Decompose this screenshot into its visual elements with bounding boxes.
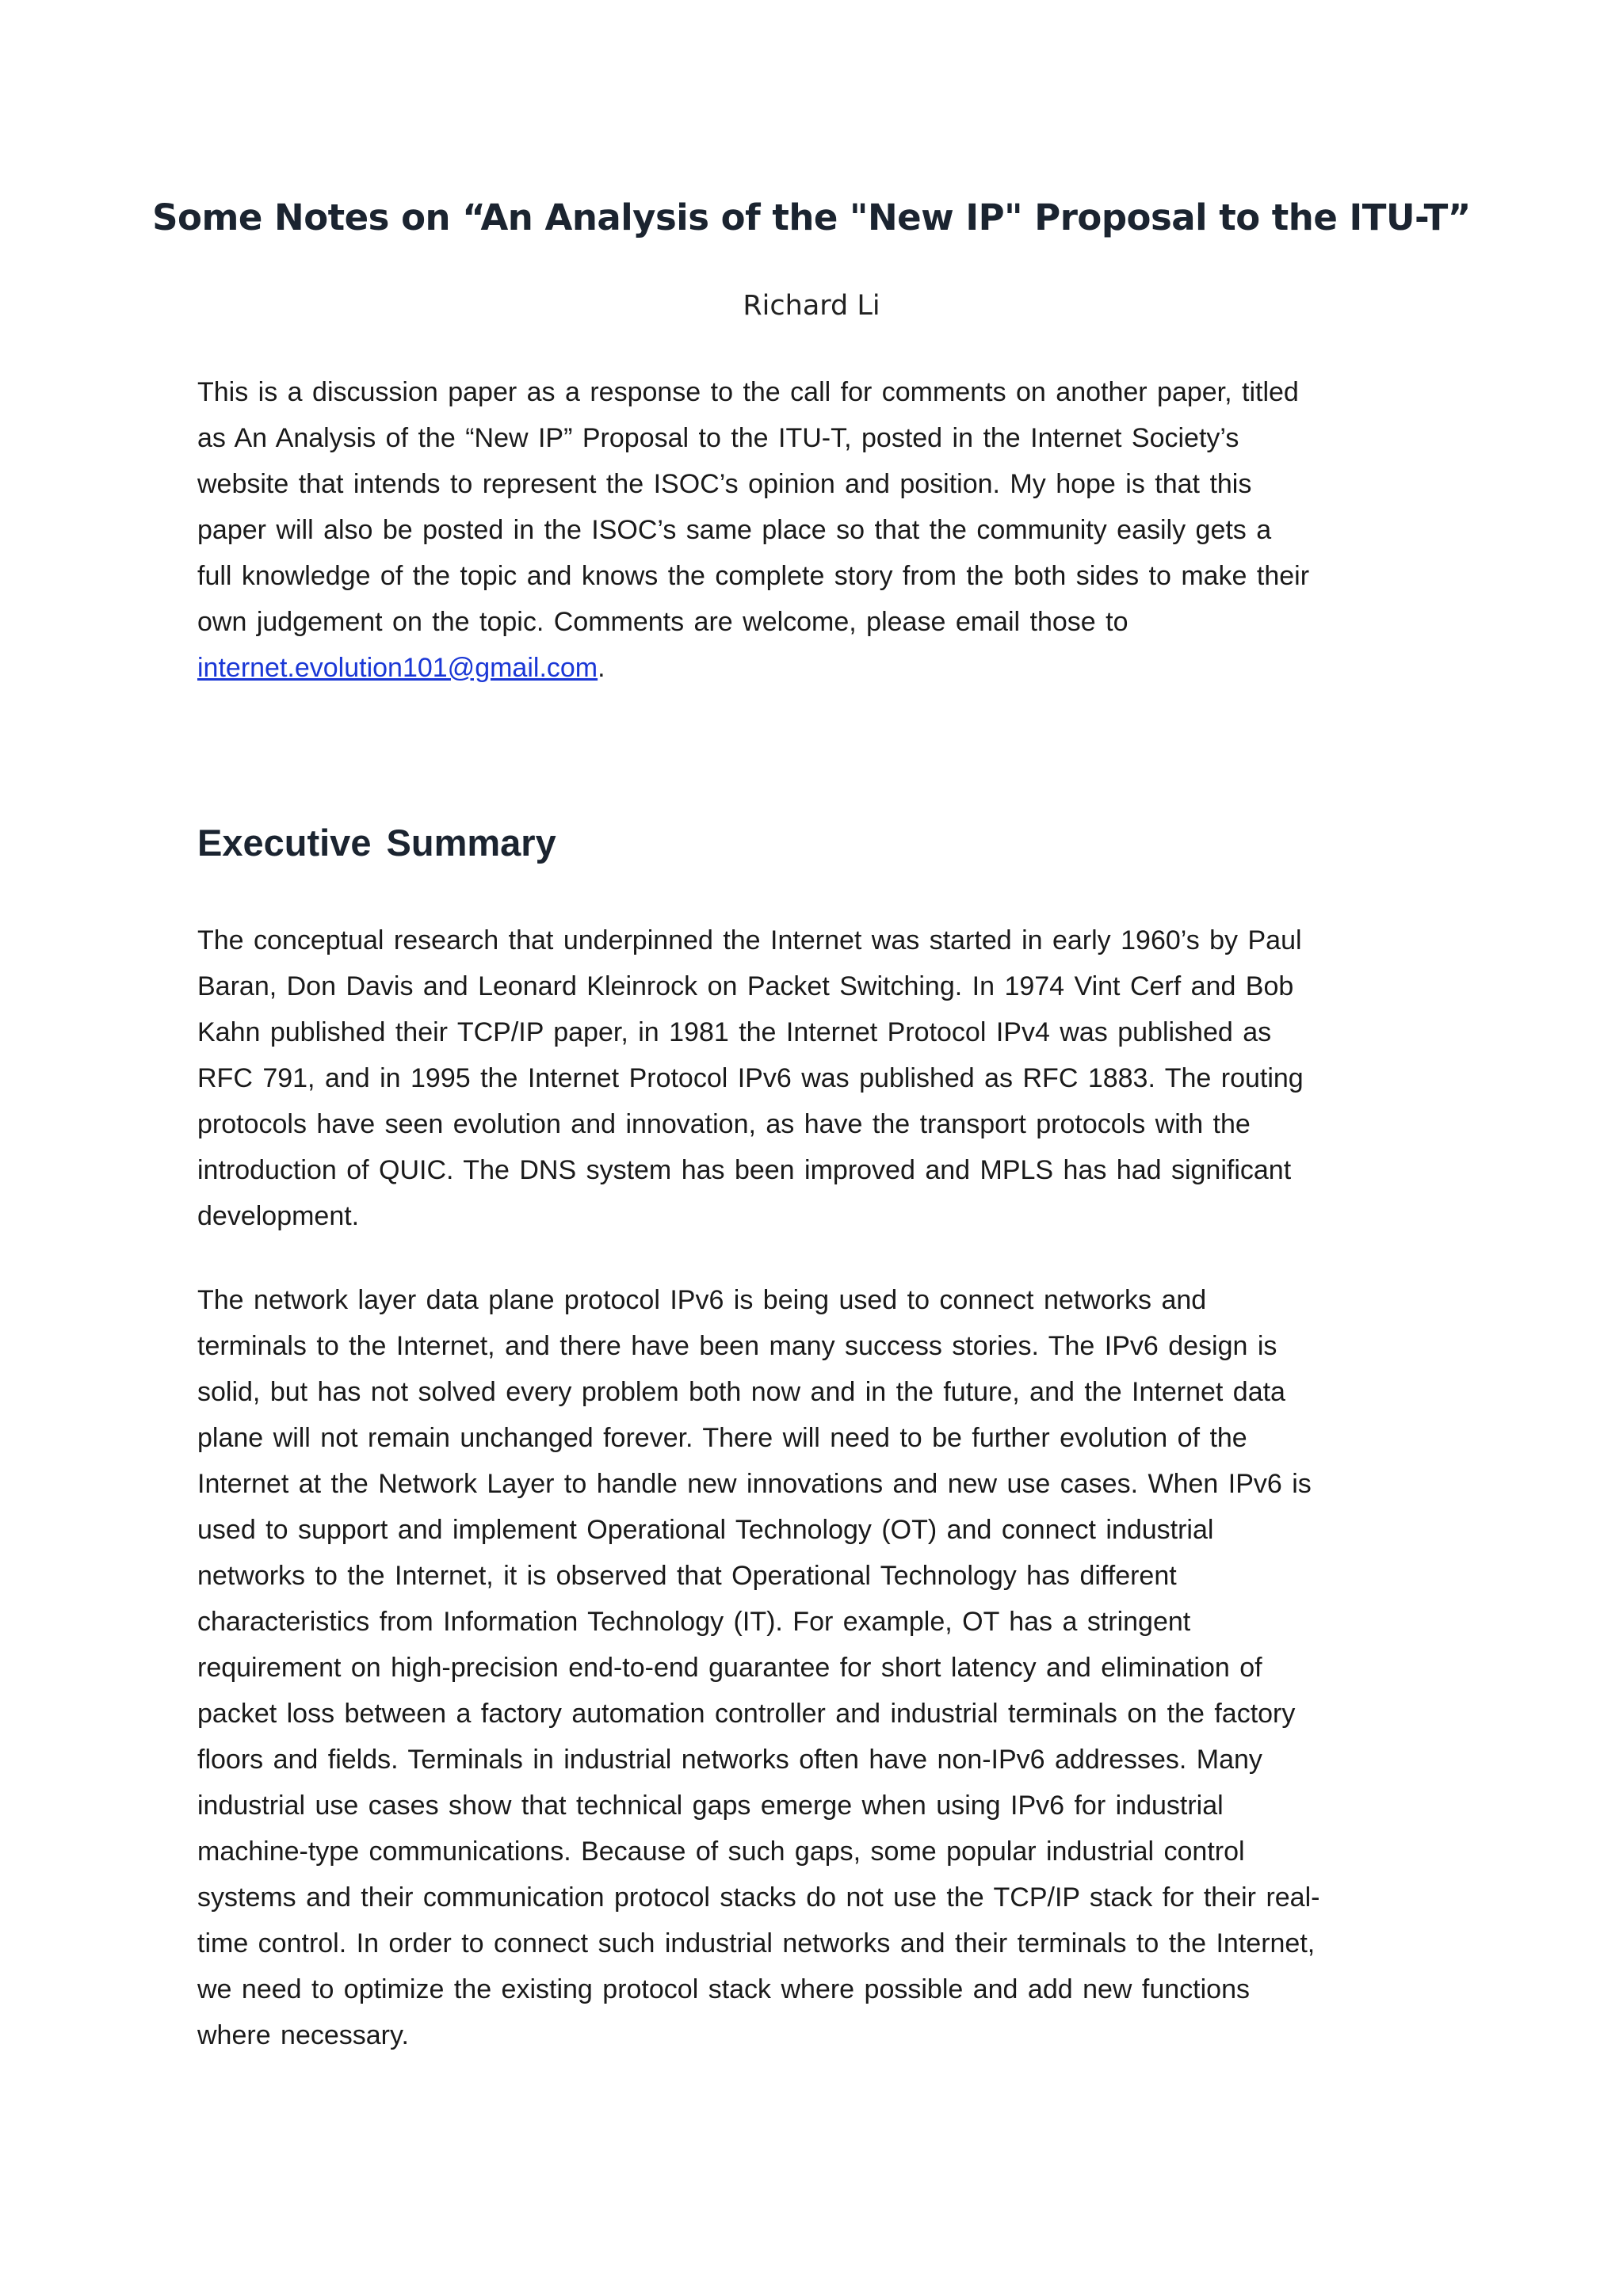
para1-line: RFC 791, and in 1995 the Internet Protocol IPv6 was published as RFC 1883. The routing (197, 1063, 1304, 1093)
summary-paragraph-1 (197, 917, 1426, 1239)
para2-line: systems and their communication protocol stacks do not use the TCP/IP stack for their real- (197, 1882, 1320, 1913)
intro-line: paper will also be posted in the ISOC’s same place so that the community easily gets a (197, 515, 1272, 545)
para1-line: Kahn published their TCP/IP paper, in 1981 the Internet Protocol IPv4 was published as (197, 1017, 1272, 1047)
para2-line: time control. In order to connect such industrial networks and their terminals to the Internet, (197, 1928, 1316, 1958)
para2-line: networks to the Internet, it is observed that Operational Technology has different (197, 1561, 1177, 1591)
email-suffix: . (598, 653, 605, 683)
intro-line: as An Analysis of the “New IP” Proposal to the ITU-T, posted in the Internet Society’s (197, 423, 1239, 453)
para2-line: terminals to the Internet, and there have been many success stories. The IPv6 design is (197, 1331, 1277, 1361)
para1-line: introduction of QUIC. The DNS system has been improved and MPLS has had significant (197, 1155, 1292, 1185)
para1-line: The conceptual research that underpinned the Internet was started in early 1960’s by Paul (197, 925, 1302, 955)
para2-line: machine-type communications. Because of such gaps, some popular industrial control (197, 1836, 1245, 1867)
para2-line: requirement on high-precision end-to-end guarantee for short latency and elimination of (197, 1653, 1262, 1683)
para2-line: solid, but has not solved every problem both now and in the future, and the Internet data (197, 1377, 1285, 1407)
intro-line: This is a discussion paper as a response to the call for comments on another paper, titled (197, 377, 1299, 407)
para1-line: development. (197, 1201, 360, 1231)
document-title: Some Notes on “An Analysis of the "New IP" Proposal to the ITU-T” (152, 196, 1471, 238)
intro-line: full knowledge of the topic and knows the complete story from the both sides to make their (197, 561, 1310, 591)
para1-line: protocols have seen evolution and innovation, as have the transport protocols with the (197, 1109, 1251, 1139)
intro-email-line (197, 645, 1426, 691)
intro-line: website that intends to represent the ISOC’s opinion and position. My hope is that this (197, 469, 1252, 499)
intro-paragraph (197, 369, 1426, 691)
para2-line: used to support and implement Operational Technology (OT) and connect industrial (197, 1515, 1214, 1545)
author-name: Richard Li (743, 290, 880, 322)
para2-line: packet loss between a factory automation controller and industrial terminals on the factory (197, 1699, 1296, 1729)
para2-line: where necessary. (197, 2020, 409, 2050)
para2-line: characteristics from Information Technology (IT). For example, OT has a stringent (197, 1607, 1191, 1637)
section-heading: Executive Summary (197, 822, 556, 864)
intro-line: own judgement on the topic. Comments are welcome, please email those to (197, 607, 1128, 637)
para2-line: plane will not remain unchanged forever. There will need to be further evolution of the (197, 1423, 1247, 1453)
summary-paragraph-2 (197, 1277, 1426, 2058)
para2-line: we need to optimize the existing protocol stack where possible and add new functions (197, 1974, 1250, 2004)
para2-line: The network layer data plane protocol IPv6 is being used to connect networks and (197, 1285, 1207, 1315)
para2-line: floors and fields. Terminals in industrial networks often have non-IPv6 addresses. Many (197, 1745, 1262, 1775)
para2-line: Internet at the Network Layer to handle new innovations and new use cases. When IPv6 is (197, 1469, 1312, 1499)
para1-line: Baran, Don Davis and Leonard Kleinrock on Packet Switching. In 1974 Vint Cerf and Bob (197, 971, 1294, 1001)
email-link[interactable]: internet.evolution101@gmail.com (197, 653, 598, 683)
para2-line: industrial use cases show that technical gaps emerge when using IPv6 for industrial (197, 1791, 1224, 1821)
